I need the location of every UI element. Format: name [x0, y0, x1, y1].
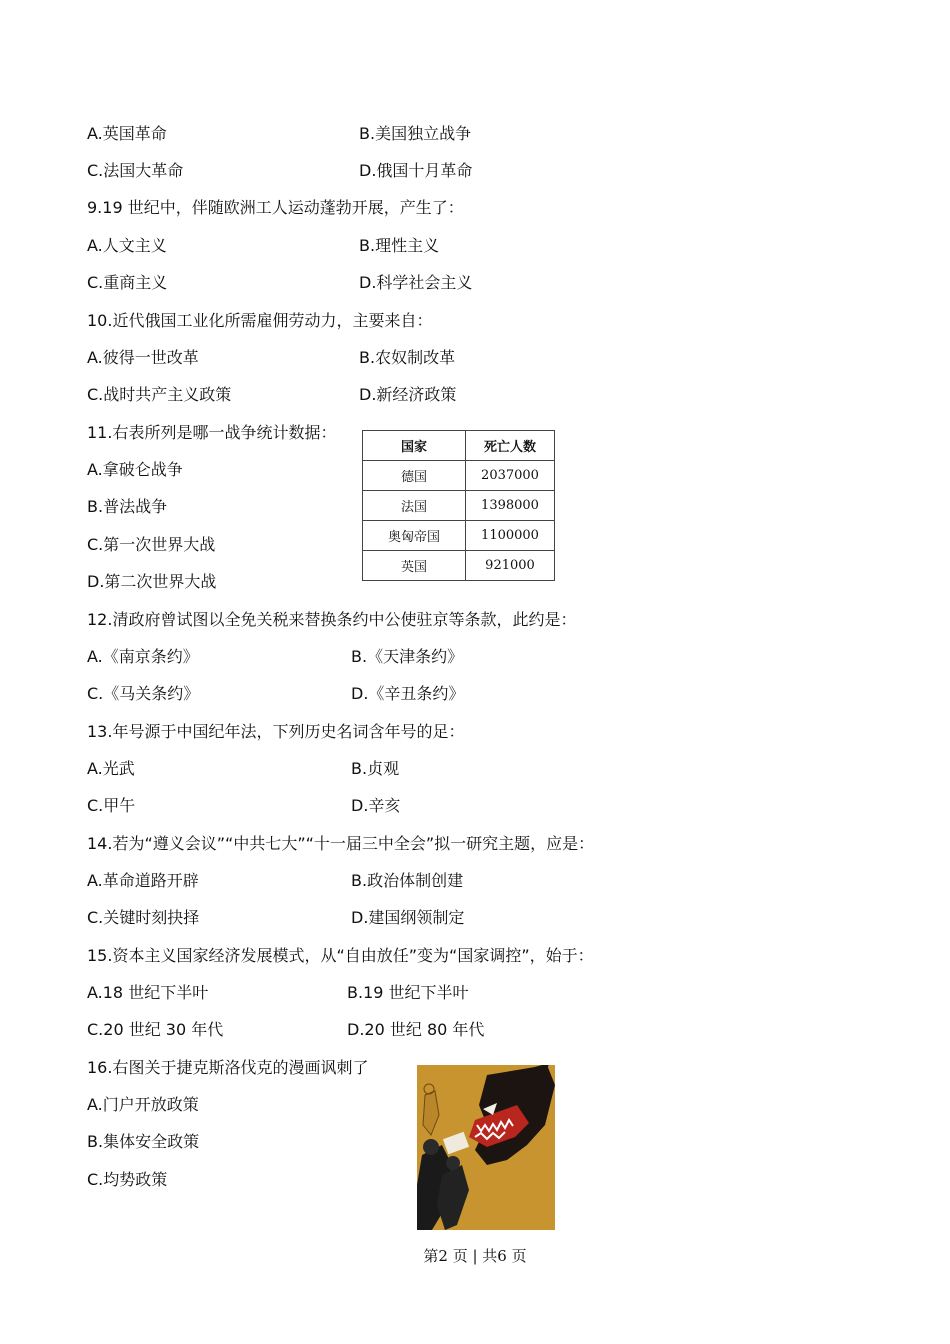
q9-option-c: C.重商主义: [87, 273, 168, 292]
q15-option-c: C.20 世纪 30 年代: [87, 1020, 224, 1039]
q11-option-c: C.第一次世界大战: [87, 535, 216, 554]
q12-option-c: C.《马关条约》: [87, 684, 200, 703]
q13-option-c: C.甲午: [87, 796, 136, 815]
table-header-deaths: 死亡人数: [466, 431, 555, 461]
q15-option-d: D.20 世纪 80 年代: [347, 1020, 485, 1039]
q10-option-d: D.新经济政策: [359, 385, 457, 404]
table-row: [363, 521, 555, 551]
q8-option-a: A.英国革命: [87, 124, 167, 143]
q13-option-d: D.辛亥: [351, 796, 401, 815]
q10-option-c: C.战时共产主义政策: [87, 385, 232, 404]
table-header-country: 国家: [363, 431, 466, 461]
q11-option-d: D.第二次世界大战: [87, 572, 217, 591]
q10-stem: 10.近代俄国工业化所需雇佣劳动力，主要来自：: [87, 311, 433, 330]
casualty-table: [362, 430, 555, 581]
q9-option-b: B.理性主义: [359, 236, 440, 255]
table-header-row: [363, 431, 555, 461]
q8-option-b: B.美国独立战争: [359, 124, 472, 143]
q15-stem: 15.资本主义国家经济发展模式，从“自由放任”变为“国家调控”，始于：: [87, 946, 594, 965]
q14-option-d: D.建国纲领制定: [351, 908, 465, 927]
table-row: [363, 551, 555, 581]
q10-option-a: A.彼得一世改革: [87, 348, 199, 367]
q11-option-a: A.拿破仑战争: [87, 460, 183, 479]
q14-option-b: B.政治体制创建: [351, 871, 464, 890]
table-cell: 英国: [363, 551, 466, 581]
q12-option-a: A.《南京条约》: [87, 647, 199, 666]
q12-option-b: B.《天津条约》: [351, 647, 464, 666]
q14-stem: 14.若为“遵义会议”“中共七大”“十一届三中全会”拟一研究主题，应是：: [87, 834, 595, 853]
q12-option-d: D.《辛丑条约》: [351, 684, 465, 703]
page-footer: 第2 页 | 共6 页: [423, 1247, 527, 1265]
q15-option-b: B.19 世纪下半叶: [347, 983, 469, 1002]
q9-option-d: D.科学社会主义: [359, 273, 473, 292]
table-cell: 1398000: [466, 491, 555, 521]
cartoon-drawing: [417, 1065, 555, 1230]
q13-option-a: A.光武: [87, 759, 135, 778]
table-row: [363, 461, 555, 491]
q13-stem: 13.年号源于中国纪年法，下列历史名词含年号的足：: [87, 722, 465, 741]
q16-option-b: B.集体安全政策: [87, 1132, 200, 1151]
table-cell: 法国: [363, 491, 466, 521]
table-cell: 德国: [363, 461, 466, 491]
table-cell: 1100000: [466, 521, 555, 551]
table-cell: 2037000: [466, 461, 555, 491]
q11-stem: 11.右表所列是哪一战争统计数据：: [87, 423, 337, 442]
q16-option-a: A.门户开放政策: [87, 1095, 199, 1114]
q16-stem: 16.右图关于捷克斯洛伐克的漫画讽刺了: [87, 1058, 369, 1077]
q9-option-a: A.人文主义: [87, 236, 167, 255]
q13-option-b: B.贞观: [351, 759, 400, 778]
table-cell: 奥匈帝国: [363, 521, 466, 551]
q8-option-c: C.法国大革命: [87, 161, 184, 180]
czechoslovakia-cartoon-image: [417, 1065, 555, 1230]
q14-option-c: C.关键时刻抉择: [87, 908, 200, 927]
table-cell: 921000: [466, 551, 555, 581]
q16-option-c: C.均势政策: [87, 1170, 168, 1189]
q8-option-d: D.俄国十月革命: [359, 161, 473, 180]
table-row: [363, 491, 555, 521]
q14-option-a: A.革命道路开辟: [87, 871, 199, 890]
q12-stem: 12.清政府曾试图以全免关税来替换条约中公使驻京等条款，此约是：: [87, 610, 577, 629]
q15-option-a: A.18 世纪下半叶: [87, 983, 209, 1002]
q10-option-b: B.农奴制改革: [359, 348, 456, 367]
q11-option-b: B.普法战争: [87, 497, 168, 516]
q9-stem: 9.19 世纪中，伴随欧洲工人运动蓬勃开展，产生了：: [87, 198, 464, 217]
